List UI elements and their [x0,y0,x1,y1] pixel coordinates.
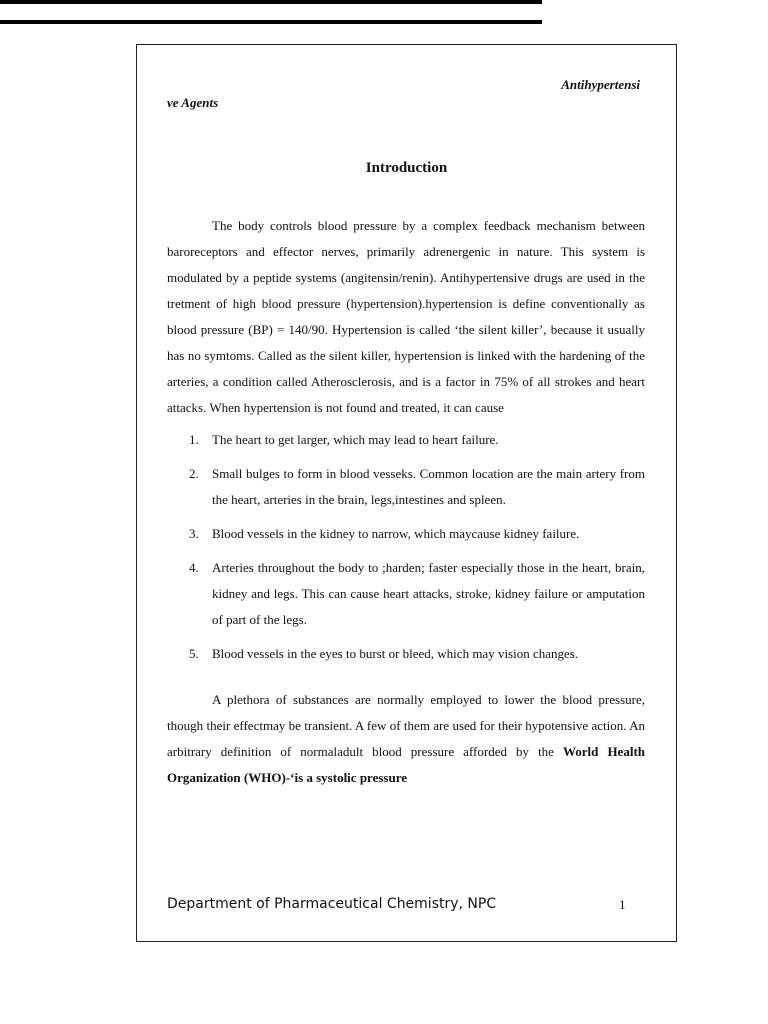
list-text: The heart to get larger, which may lead to heart failure. [212,432,499,447]
list-text: Small bulges to form in blood vesseks. Common location are the main artery from the heart, arteries in the brain, legs,intestines and spleen. [212,466,645,507]
second-rule [0,20,542,24]
list-item [167,555,645,633]
list-number: 1. [189,432,199,447]
list-text: Blood vessels in the eyes to burst or bleed, which may vision changes. [212,646,579,661]
list-item [167,427,645,453]
running-header-part1: Antihypertensi [561,77,640,92]
running-header-part2: ve Agents [167,95,219,110]
list-number: 4. [189,560,199,575]
list-text: Arteries throughout the body to ;harden; faster especially those in the heart, brain, kidney and legs. This can cause heart attacks, stroke, kidney failure or amputation of part of the legs. [212,560,645,627]
top-rule [0,0,542,4]
paragraph-plethora [167,687,645,791]
list-number: 3. [189,526,199,541]
paragraph-plethora-text: A plethora of substances are normally employed to lower the blood pressure, though their effectmay be transient. A few of them are used for their hypotensive action. An arbitrary definition of normaladult blood pressure afforded by the [167,692,645,759]
list-item [167,641,645,667]
footer-department: Department of Pharmaceutical Chemistry, NPC [167,896,497,912]
list-text: Blood vessels in the kidney to narrow, which maycause kidney failure. [212,526,580,541]
paragraph-intro: The body controls blood pressure by a complex feedback mechanism between baroreceptors and effector nerves, primarily adrenergenic in nature. This system is modulated by a peptide systems (angitensin/renin). Antihypertensive drugs are used in the tretment of high blood pressure (hypertension).hypertension is define conventionally as blood pressure (BP) = 140/90. Hypertension is called ‘the silent killer’, because it usually has no symtoms. Called as the silent killer, hypertension is linked with the hardening of the arteries, a condition called Atherosclerosis, and is a factor in 75% of all strokes and heart attacks. When hypertension is not found and treated, it can cause [167,218,645,415]
page-number: 1 [619,897,626,912]
document-page [136,44,677,942]
list-number: 5. [189,646,199,661]
document-body [167,213,645,791]
section-title: Introduction [365,160,448,176]
effects-list [167,427,645,667]
list-item [167,461,645,513]
list-number: 2. [189,466,199,481]
paragraph-plethora-bold: World Health Organization (WHO)-‘is a systolic pressure [167,744,645,785]
list-item [167,521,645,547]
